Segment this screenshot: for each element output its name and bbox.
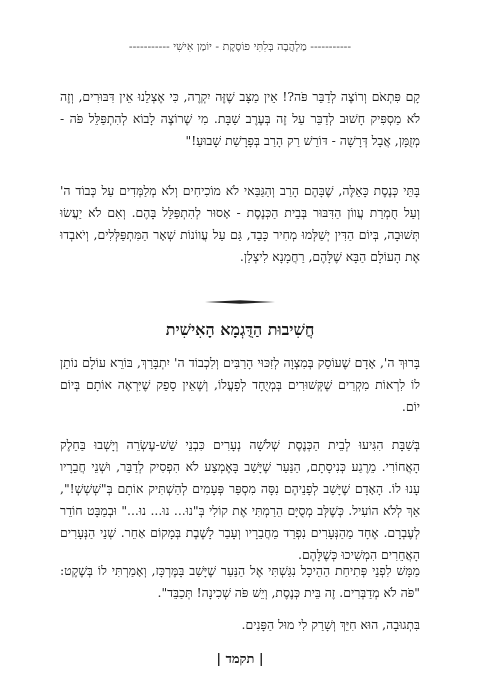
running-header: ----------- מַלְהֲבָה בְּלִתִּי פוֹסֶקֶת - יוֹמַן אִישִׁי ----------- bbox=[128, 40, 352, 53]
paragraph: בָּרוּךְ ה', אָדָם שֶׁעוֹסֵק בְּמִצְוָה לְזִכּוּי הָרַבִּים וְלִכְבוֹד ה' יִתְבָּרַךְ, בּוֹרֵא עוֹלָם נוֹתֵן לוֹ לִרְאוֹת מִקְרִים שֶׁקְּשׁוּרִים בְּמְיֻחָד לְפָעֳלוֹ, וְשֶׁאֵין סָפֵק שֶׁיִּרְאֶה אוֹתָם בְּיוֹם יוֹם. bbox=[60, 355, 420, 414]
section-title: חֲשִׁיבוּת הַדֻּגְמָא הָאִישִׁית bbox=[165, 320, 315, 339]
paragraph: בָּתֵּי כְּנֶסֶת כָּאֵלֶּה, שֶׁבָּהֶם הָרַב וְהַגַּבַּאי לֹא מוֹכִיחִים וְלֹא מְלַמְּדִים עַל כְּבוֹד ה' וְעַל חֻמְרַת עֲווֹן הַדִּבּוּר בְּבֵית הַכְּנֶסֶת - אָסוּר לְהִתְפַּלֵּל בָּהֶם. וְאִם לֹא יַעֲשׂוּ תְּשׁוּבָה, בְּיוֹם הַדִּין יְשַׁלְּמוּ מְחִיר כָּבֵד, גַּם עַל עֲווֹנוֹת שְׁאָר הַמִּתְפַּלְּלִים, וְיֹאבְדוּ אֶת הָעוֹלָם הַבָּא שֶׁלָּהֶם, רַחֲמָנָא לִיצְלַן. bbox=[60, 183, 420, 264]
page-number: | תקמד | bbox=[216, 652, 264, 667]
paragraph: בִּתְגוּבָה, הוּא חִיֵּךְ וְשָׁרַק לִי מוּל הַפָּנִים. bbox=[241, 617, 420, 632]
paragraph: מַמָּשׁ לִפְנֵי פְּתִיחַת הַהֵיכָל נִגַּשְׁתִּי אֶל הַנַּעַר שֶׁיָּשַׁב בָּמֶּרְכָּז, וְאָמַרְתִּי לוֹ בְּשֶׁקֶט: "פֹּה לֹא מְדַבְּרִים. זֶה בֵּית כְּנֶסֶת, וְיֵשׁ פֹּה שְׁכִינָה! תְּכַבֵּד". bbox=[60, 563, 420, 600]
section-divider-ornament bbox=[205, 300, 275, 304]
paragraph: קָם פִּתְאֹם וְרוֹצֶה לְדַבֵּר פֹּה?! אֵין מַצָּב שֶׁזֶּה יִקְרֶה, כִּי אֶצְלֵנוּ אֵין דִּבּוּרִים, וְזֶה לֹא מַסְפִּיק חָשׁוּב לְדַבֵּר עַל זֶה בְּעֶרֶב שַׁבָּת. מִי שֶׁרוֹצֶה לָבוֹא לְהִתְפַּלֵּל פֹּה - מְזֻמָּן, אֲבָל דְּרָשָׁה - דּוֹרֵשׁ רַק הָרַב בְּפָרָשַׁת שָׁבוּעַ!" bbox=[60, 89, 420, 148]
paragraph: בְּשַׁבָּת הִגִּיעוּ לְבֵית הַכְּנֶסֶת שְׁלֹשָׁה נְעָרִים כִּבְנֵי שֵׁשׁ-עֶשְׂרֵה וְיָשְׁבוּ בַּחֵלֶק הָאֲחוֹרִי. מֵרֶגַע כְּנִיסָתָם, הַנַּעַר שֶׁיָּשַׁב בָּאֶמְצַע לֹא הִפְסִיק לְדַבֵּר, וּשְׁנֵי חֲבֵרָיו עָנוּ לוֹ. הָאָדָם שֶׁיָּשַׁב לְפָנֵיהֶם נִסָּה מִסְפַּר פְּעָמִים לְהַשְׁתִּיק אוֹתָם בְּ"שְׁשְׁשְׁ!", אַךְ לְלֹא הוֹעִיל. כְּשֶׁלְּב מְסֻיָּם הֵרַמְתִּי אֶת קוֹלִי בְּ"נוּ... נוּ... נוּ..." וּבְמַבָּט חוֹדֵר לְעֶבְרָם. אֶחָד מֵהַנְּעָרִים נִפְרַד מֵחֲבֵרָיו וְעָבַר לָשֶׁבֶת בְּמָקוֹם אַחֵר. שְׁנֵי הַנְּעָרִים הָאֲחֵרִים הִמְשִׁיכוּ כְּשֶׁלָּהֶם. bbox=[60, 437, 420, 562]
